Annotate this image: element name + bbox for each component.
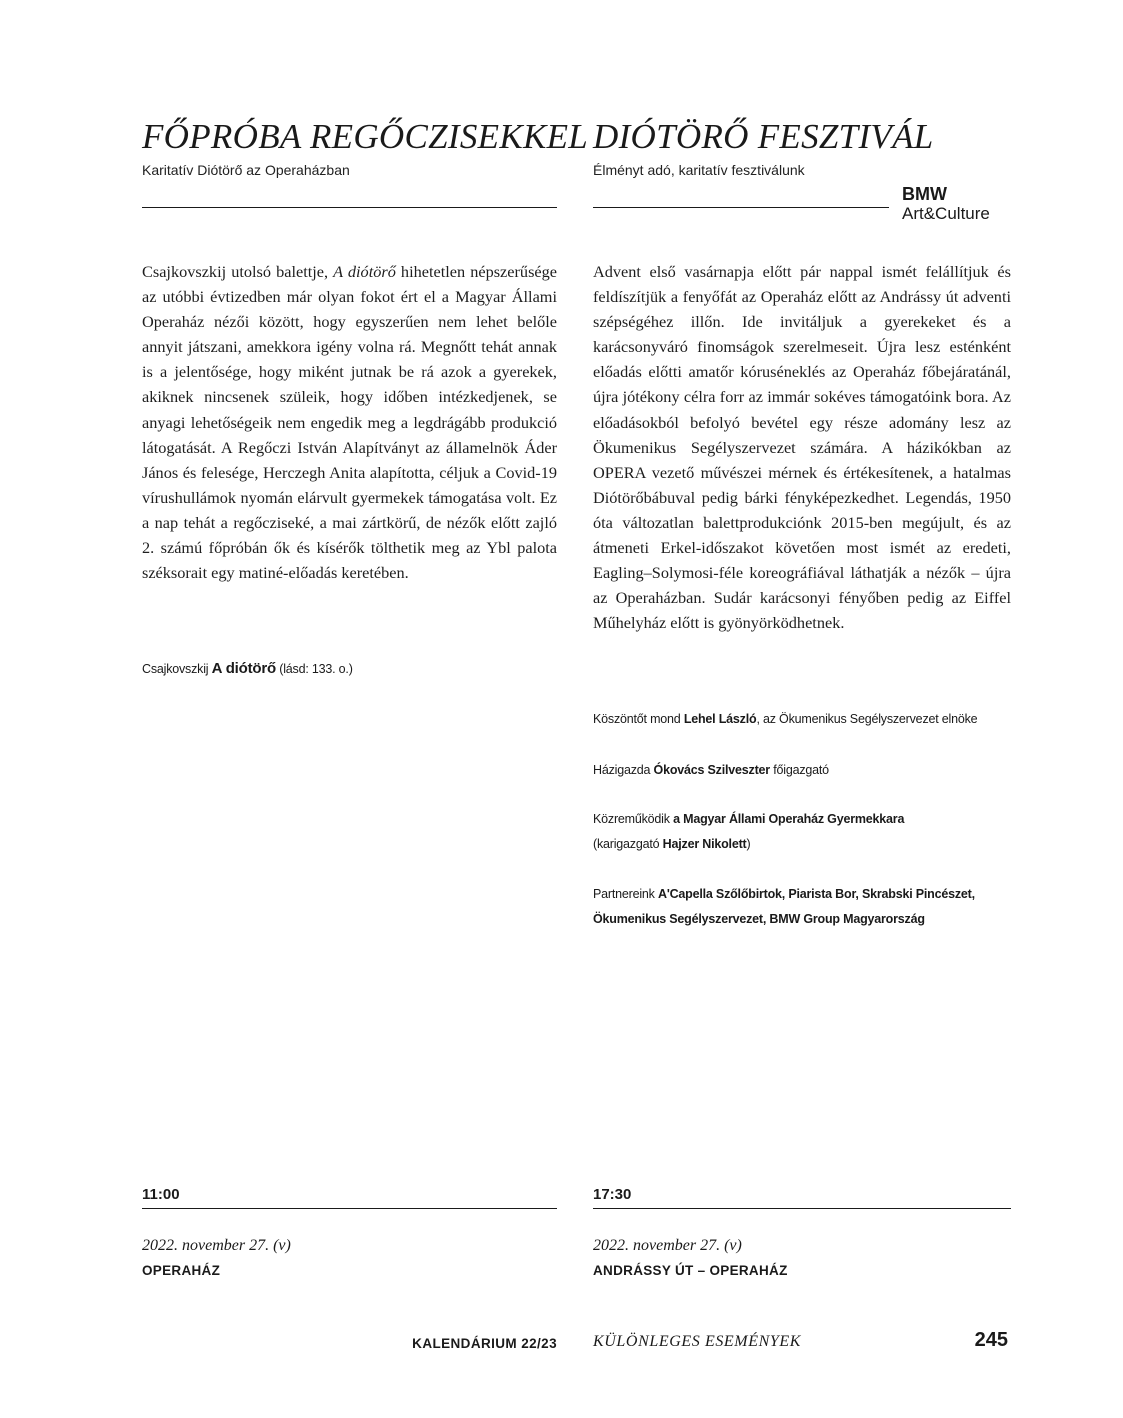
right-time: 17:30 [593,1186,632,1203]
credit-composer: Csajkovszkij [142,662,209,676]
left-header-rule [142,207,557,208]
right-body-paragraph: Advent első vasárnapja előtt pár nappal ismét felállítjuk és feldíszítjük a fenyőfát az Operaház előtt az Andrássy út adventi szépségéhez illőn. Ide invitáljuk a gyerekeket és a karácsonyváró finomságok szerelmeseit. Újra lesz esténként előadás előtti amatőr kóruséneklés az Operaház főbejáratánál, újra jótékony célra forr az immár sokéves támogatóink bora. Az előadásokból befolyó bevétel egy része adomány lesz az Ökumenikus Segélyszervezet számára. A házikókban az OPERA vezető művészei mérnek és értékesítenek, a hatalmas Diótörőbábuval pedig bárki fényképezkedhet. Legendás, 1950 óta változatlan balettprodukciónk 2015-ben megújult, és az átmeneti Erkel-időszakot követően most ismét az eredeti, Eagling–Solymosi-féle koreográfiával láthatják a nézők – újra az Operaházban. Sudár karácsonyi fényőben pedig az Eiffel Műhelyház előtt is gyönyörködhetnek. [593,262,1011,633]
footer-publication: KALENDÁRIUM 22/23 [412,1336,557,1351]
left-body-part: Csajkovszkij utolsó balettje, [142,262,334,281]
left-subtitle: Karitatív Diótörő az Operaházban [142,162,350,178]
left-time: 11:00 [142,1186,180,1203]
credit-label: Köszöntőt mond [593,712,684,726]
credit-name: Ókovács Szilveszter [653,763,770,777]
left-venue: OPERAHÁZ [142,1263,221,1278]
logo-art-culture-text: Art&Culture [902,204,990,223]
right-credit-greeting [593,707,977,732]
credit-name: Ökumenikus Segélyszervezet, BMW Group Magyarország [593,912,925,926]
left-footer-rule [142,1208,557,1209]
right-credit-choir [593,807,904,832]
credit-suffix: főigazgató [769,763,829,777]
left-body [142,259,557,585]
credit-suffix: , az Ökumenikus Segélyszervezet elnöke [756,712,978,726]
bmw-art-culture-logo [902,185,990,223]
left-date: 2022. november 27. (v) [142,1237,291,1254]
left-body-part: hihetetlen népszerűsége az utóbbi évtizedben már olyan fokot ért el a Magyar Állami Operaház nézői között, hogy egyszerűen nem lehet belőle annyit játszani, amekkora igény volna rá. Megnőtt tehát annak is a jelentősége, hogy miként jutnak be rá azok a gyerekek, akiknek nincsenek szüleik, hogy időben intézkedjenek, se anyagi lehetőségeik nem engedik meg a legdrágább produkció látogatását. A Regőczi István Alapítványt az államelnök Áder János és felesége, Herczegh Anita alapította, céljuk a Covid-19 vírushullámok nyomán elárvult gyermekek támogatása volt. Ez a nap tehát a regőcziseké, a mai zártkörű, de nézők előtt zajló 2. számú főpróbán ők és kísérők tölthetik meg az Ybl palota széksorait egy matiné-előadás keretében. [142,262,557,583]
credit-name: Hajzer Nikolett [662,837,747,851]
credit-label: Partnereink [593,887,658,901]
right-credit-partners [593,882,975,907]
credit-ref: (lásd: 133. o.) [279,662,353,676]
page-number: 245 [974,1329,1008,1351]
right-venue: ANDRÁSSY ÚT – OPERAHÁZ [593,1263,788,1278]
credit-work: A diótörő [211,660,276,677]
right-credit-chorusmaster [593,832,750,857]
left-title: FŐPRÓBA REGŐCZISEKKEL [142,117,589,156]
right-date: 2022. november 27. (v) [593,1237,742,1254]
right-credit-host [593,758,829,783]
credit-name: Lehel László [683,712,757,726]
right-subtitle: Élményt adó, karitatív fesztiválunk [593,162,805,178]
credit-label: Házigazda [593,763,654,777]
left-credit [142,656,353,682]
credit-suffix: ) [746,837,751,851]
right-body [593,259,1011,635]
credit-name: a Magyar Állami Operaház Gyermekkara [673,812,905,826]
right-header-rule [593,207,889,208]
right-title: DIÓTÖRŐ FESZTIVÁL [593,117,934,156]
footer-section: KÜLÖNLEGES ESEMÉNYEK [593,1333,802,1350]
credit-name: A'Capella Szőlőbirtok, Piarista Bor, Skrabski Pincészet, [658,887,975,901]
right-footer-rule [593,1208,1011,1209]
credit-label: (karigazgató [593,837,663,851]
logo-bmw-text: BMW [902,184,947,204]
credit-label: Közreműködik [593,812,674,826]
left-body-work-title: A diótörő [333,262,396,281]
right-credit-partners-cont [593,907,925,932]
